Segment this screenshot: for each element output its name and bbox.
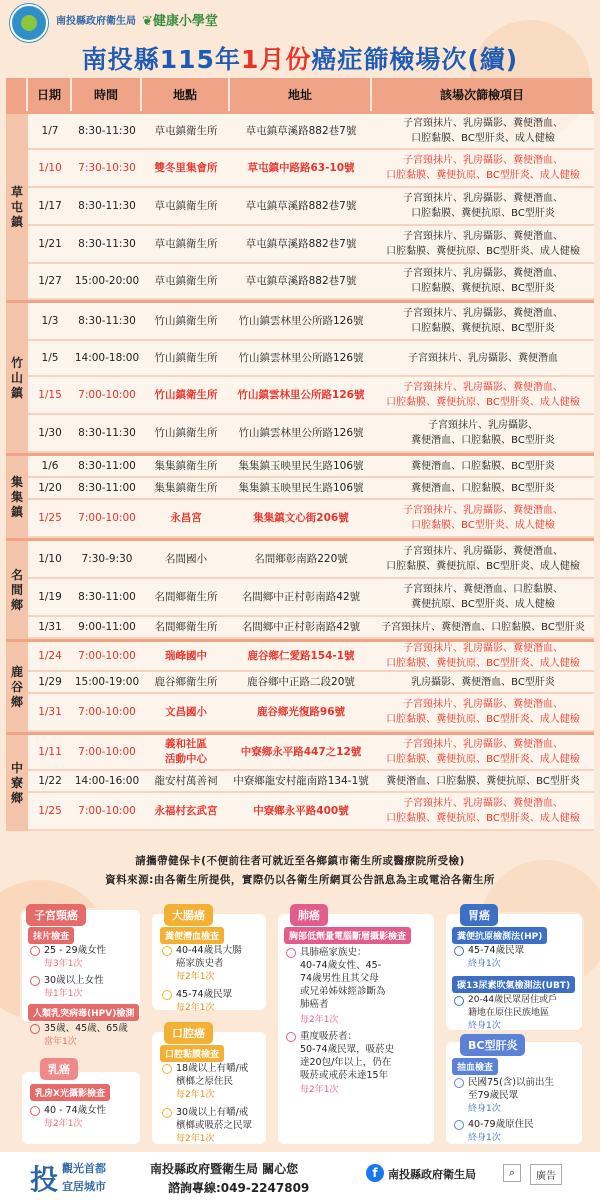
cell-address: 竹山鎮雲林里公所路126號 xyxy=(238,351,364,364)
header-cell-town xyxy=(6,78,28,111)
stomach-item-2-freq: 終身1次 xyxy=(468,1021,501,1031)
town-group xyxy=(6,453,594,538)
check-icon xyxy=(286,1032,296,1042)
tag-lung: 肺癌 xyxy=(290,904,328,926)
cell-address: 草屯鎮草溪路882巷7號 xyxy=(245,124,357,137)
cervical-item-1-freq: 每3年1次 xyxy=(44,959,83,969)
search-icon[interactable]: ⌕ xyxy=(503,1164,521,1182)
cell-items: 乳房攝影、糞便潛血、BC型肝炎 xyxy=(411,676,555,688)
cell-place: 文昌國小 xyxy=(165,705,207,718)
cell-time: 7:00-10:00 xyxy=(78,388,136,401)
town-group xyxy=(6,111,594,300)
cell-place: 集集鎮衛生所 xyxy=(154,459,218,472)
table-row xyxy=(28,541,594,579)
table-row xyxy=(28,226,594,264)
table-row xyxy=(28,303,594,341)
cell-time: 15:00-19:00 xyxy=(74,675,140,688)
town-name: 名 間 鄉 xyxy=(6,541,28,639)
tag-breast: 乳癌 xyxy=(40,1058,78,1080)
table-row xyxy=(28,771,594,793)
stomach-item-2: 20-44歲民眾居住或戶 籍地在原住民族地區 xyxy=(468,995,558,1018)
cell-time: 7:00-10:00 xyxy=(78,511,136,524)
check-icon xyxy=(30,976,40,986)
org-name: 南投縣政府衛生局 xyxy=(56,16,136,27)
oral-item-1-freq: 每2年1次 xyxy=(176,1090,215,1100)
check-icon xyxy=(454,1120,464,1130)
check-icon xyxy=(30,1106,40,1116)
sub-cervical-pap: 抹片檢查 xyxy=(28,927,74,944)
cell-items: 子宮頸抹片、乳房攝影、糞便潛血、 口腔黏膜、糞便抗原、BC型肝炎、成人健檢 xyxy=(386,231,580,257)
ad-label: 廣告 xyxy=(530,1164,562,1185)
sub-colon-fobt: 糞便潛血檢查 xyxy=(160,927,224,944)
town-name: 中 寮 鄉 xyxy=(6,735,28,831)
check-icon xyxy=(454,996,464,1006)
tag-cervical: 子宮頸癌 xyxy=(26,904,86,926)
cell-time: 7:00-10:00 xyxy=(78,649,136,662)
cell-address: 鹿谷鄉仁愛路154-1號 xyxy=(247,649,355,662)
cell-items: 子宮頸抹片、乳房攝影、糞便潛血、 口腔黏膜、糞便抗原、BC型肝炎 xyxy=(403,193,563,219)
table-row xyxy=(28,150,594,188)
cell-items: 子宮頸抹片、乳房攝影、糞便潛血、 口腔黏膜、糞便抗原、BC型肝炎、成人健檢 xyxy=(386,699,580,725)
town-group xyxy=(6,639,594,732)
brand-line-1: 觀光首都 xyxy=(62,1162,106,1175)
lung-item-2: 重度吸菸者： 50-74歲民眾，吸菸史 達20包/年以上，仍在 吸菸或戒菸未達15年 xyxy=(300,1031,395,1081)
sub-breast-mammo: 乳房X光攝影檢查 xyxy=(30,1084,110,1101)
cell-place: 永福村玄武宮 xyxy=(154,804,218,817)
town-name: 鹿 谷 鄉 xyxy=(6,642,28,732)
check-icon xyxy=(162,1108,172,1118)
cell-address: 名間鄉中正村彰南路42號 xyxy=(241,590,361,603)
check-icon xyxy=(162,1064,172,1074)
tag-liver: BC型肝炎 xyxy=(460,1034,525,1056)
table-row xyxy=(28,415,594,453)
cell-items: 子宮頸抹片、乳房攝影、糞便潛血、 口腔黏膜、糞便抗原、BC型肝炎、成人健檢 xyxy=(386,155,580,181)
table-row xyxy=(28,341,594,377)
cell-date: 1/24 xyxy=(38,649,62,662)
cell-date: 1/31 xyxy=(38,620,62,633)
sub-oral-exam: 口腔黏膜檢查 xyxy=(160,1045,224,1062)
header-cell-time: 時間 xyxy=(72,78,142,111)
cell-address: 中寮鄉永平路400號 xyxy=(253,804,349,817)
cell-place: 竹山鎮衛生所 xyxy=(154,314,218,327)
header-cell-place: 地點 xyxy=(142,78,230,111)
facebook-icon[interactable]: f xyxy=(366,1164,384,1182)
cervical-item-2-freq: 每1年1次 xyxy=(44,989,83,999)
table-row xyxy=(28,478,594,500)
cell-items: 糞便潛血、口腔黏膜、BC型肝炎 xyxy=(411,482,555,494)
cell-date: 1/19 xyxy=(38,590,62,603)
nantou-logo-icon: 投 xyxy=(30,1163,59,1196)
cell-time: 14:00-18:00 xyxy=(74,351,140,364)
tag-colon: 大腸癌 xyxy=(164,904,213,926)
cell-time: 7:00-10:00 xyxy=(78,745,136,758)
footer-hotline: 諮詢專線:049-2247809 xyxy=(168,1181,310,1195)
cell-date: 1/20 xyxy=(38,481,62,494)
notes xyxy=(0,852,600,890)
cell-place: 草屯鎮衛生所 xyxy=(154,199,218,212)
cell-place: 永昌宮 xyxy=(170,511,202,524)
colon-item-2-freq: 每2年1次 xyxy=(176,1003,215,1013)
footer-org: 南投縣政府暨衛生局 關心您 xyxy=(150,1162,299,1176)
cell-address: 集集鎮文心街206號 xyxy=(253,511,349,524)
cell-time: 15:00-20:00 xyxy=(74,274,140,287)
sub-cervical-hpv: 人類乳突病毒(HPV)檢測 xyxy=(28,1004,139,1021)
page-title: 南投縣115年1月份癌症篩檢場次(續) xyxy=(81,45,519,74)
cell-address: 草屯鎮中路路63-10號 xyxy=(247,161,355,174)
health-bureau-logo xyxy=(10,4,48,42)
cell-place: 草屯鎮衛生所 xyxy=(154,237,218,250)
cell-time: 8:30-11:30 xyxy=(78,237,136,250)
table-row xyxy=(28,188,594,226)
cell-date: 1/10 xyxy=(38,161,62,174)
sub-stomach-hp: 糞便抗原檢測法(HP) xyxy=(452,927,547,944)
town-group xyxy=(6,732,594,831)
table-row xyxy=(28,672,594,694)
cell-place: 竹山鎮衛生所 xyxy=(154,388,218,401)
cell-items: 糞便潛血、口腔黏膜、BC型肝炎 xyxy=(411,460,555,472)
colon-item-2: 45-74歲民眾 xyxy=(176,989,233,1000)
town-group xyxy=(6,300,594,453)
header-cell-date: 日期 xyxy=(28,78,72,111)
town-group xyxy=(6,538,594,639)
table-row xyxy=(28,114,594,150)
header xyxy=(0,0,600,74)
oral-item-2-freq: 每2年1次 xyxy=(176,1134,215,1144)
check-icon xyxy=(162,946,172,956)
note-bring-card: 請攜帶健保卡(不便前往者可就近至各鄉鎮市衛生所或醫療院所受檢) xyxy=(135,855,465,867)
cell-items: 子宮頸抹片、乳房攝影、糞便潛血、 口腔黏膜、糞便抗原、BC型肝炎 xyxy=(403,268,563,294)
cervical-item-3: 35歲、45歲、65歲 xyxy=(44,1023,128,1034)
table-row xyxy=(28,617,594,639)
screening-schedule-table xyxy=(6,78,594,831)
cell-address: 鹿谷鄉光復路96號 xyxy=(256,705,346,718)
cell-items: 子宮頸抹片、乳房攝影、糞便潛血 xyxy=(408,352,558,364)
cell-time: 8:30-11:30 xyxy=(78,426,136,439)
cell-items: 糞便潛血、口腔黏膜、糞便抗原、BC型肝炎 xyxy=(386,775,580,787)
table-row xyxy=(28,694,594,732)
table-row xyxy=(28,793,594,831)
cell-date: 1/21 xyxy=(38,237,62,250)
cell-items: 子宮頸抹片、乳房攝影、糞便潛血、 口腔黏膜、糞便抗原、BC型肝炎 xyxy=(403,308,563,334)
check-icon xyxy=(30,1024,40,1034)
header-cell-items: 該場次篩檢項目 xyxy=(372,78,594,111)
cervical-item-3-freq: 當年1次 xyxy=(44,1037,77,1047)
cell-time: 8:30-11:00 xyxy=(78,590,136,603)
cell-time: 7:30-10:30 xyxy=(78,161,136,174)
header-cell-address: 地址 xyxy=(230,78,372,111)
cell-time: 8:30-11:30 xyxy=(78,314,136,327)
breast-item-1-freq: 每2年1次 xyxy=(44,1119,83,1129)
cell-place: 名間鄉衛生所 xyxy=(154,590,218,603)
liver-item-2: 40-79歲原住民 xyxy=(468,1119,534,1130)
cell-date: 1/6 xyxy=(41,459,59,472)
cell-place: 義和社區 活動中心 xyxy=(165,738,207,765)
cell-date: 1/30 xyxy=(38,426,62,439)
cell-place: 竹山鎮衛生所 xyxy=(154,351,218,364)
health-school-label: ❦健康小學堂 xyxy=(142,14,218,29)
check-icon xyxy=(30,946,40,956)
cell-date: 1/17 xyxy=(38,199,62,212)
cell-address: 竹山鎮雲林里公所路126號 xyxy=(237,388,365,401)
sub-liver-blood: 抽血檢查 xyxy=(452,1058,498,1075)
cell-place: 名間國小 xyxy=(165,552,207,565)
cell-time: 14:00-16:00 xyxy=(74,774,140,787)
cell-items: 子宮頸抹片、乳房攝影、糞便潛血、 口腔黏膜、糞便抗原、BC型肝炎、成人健檢 xyxy=(386,382,580,408)
cell-date: 1/25 xyxy=(38,511,62,524)
table-row xyxy=(28,579,594,617)
cell-date: 1/15 xyxy=(38,388,62,401)
cell-place: 雙冬里集會所 xyxy=(154,161,218,174)
liver-item-1-freq: 終身1次 xyxy=(468,1104,501,1114)
cell-address: 草屯鎮草溪路882巷7號 xyxy=(245,237,357,250)
cell-address: 鹿谷鄉中正路二段20號 xyxy=(247,675,355,688)
cell-place: 名間鄉衛生所 xyxy=(154,620,218,633)
cell-items: 子宮頸抹片、乳房攝影、糞便潛血、 口腔黏膜、BC型肝炎、成人健檢 xyxy=(403,505,563,531)
table-row xyxy=(28,735,594,771)
sub-lung-ldct: 胸部低劑量電腦斷層攝影檢查 xyxy=(284,927,411,944)
cell-items: 子宮頸抹片、乳房攝影、糞便潛血、 口腔黏膜、糞便抗原、BC型肝炎、成人健檢 xyxy=(386,643,580,669)
oral-item-2: 30歲以上有嚼/戒 檳榔或吸菸之民眾 xyxy=(176,1107,253,1131)
stomach-item-1: 45-74歲民眾 xyxy=(468,945,525,956)
table-row xyxy=(28,456,594,478)
cell-time: 8:30-11:00 xyxy=(78,481,136,494)
table-row xyxy=(28,642,594,672)
cell-items: 子宮頸抹片、糞便潛血、口腔黏膜、 糞便抗原、BC型肝炎、成人健檢 xyxy=(403,584,563,610)
table-row xyxy=(28,377,594,415)
cell-time: 7:00-10:00 xyxy=(78,804,136,817)
cell-date: 1/31 xyxy=(38,705,62,718)
cell-address: 名間鄉中正村彰南路42號 xyxy=(241,620,361,633)
cervical-item-2: 30歲以上女性 xyxy=(44,975,104,986)
cell-place: 龍安村萬善祠 xyxy=(154,774,218,787)
cell-time: 8:30-11:30 xyxy=(78,124,136,137)
check-icon xyxy=(162,990,172,1000)
cell-date: 1/7 xyxy=(41,124,59,137)
cell-address: 竹山鎮雲林里公所路126號 xyxy=(238,426,364,439)
cell-time: 8:30-11:30 xyxy=(78,199,136,212)
cell-items: 子宮頸抹片、糞便潛血、口腔黏膜、BC型肝炎 xyxy=(381,621,585,633)
facebook-page-name[interactable]: 南投縣政府衛生局 xyxy=(388,1168,476,1181)
cell-date: 1/27 xyxy=(38,274,62,287)
cell-place: 集集鎮衛生所 xyxy=(154,481,218,494)
cell-place: 竹山鎮衛生所 xyxy=(154,426,218,439)
cell-place: 草屯鎮衛生所 xyxy=(154,124,218,137)
cell-date: 1/25 xyxy=(38,804,62,817)
cell-items: 子宮頸抹片、乳房攝影、糞便潛血、 口腔黏膜、BC型肝炎、成人健檢 xyxy=(403,118,563,144)
cell-date: 1/10 xyxy=(38,552,62,565)
note-source: 資料來源:由各衛生所提供，實際仍以各衛生所網頁公告訊息為主或電洽各衛生所 xyxy=(105,874,495,886)
table-header xyxy=(6,78,594,111)
liver-item-1: 民國75(含)以前出生 至79歲民眾 xyxy=(468,1077,555,1101)
cell-items: 子宮頸抹片、乳房攝影、糞便潛血、 口腔黏膜、糞便抗原、BC型肝炎、成人健檢 xyxy=(386,739,580,765)
cell-date: 1/11 xyxy=(38,745,62,758)
cell-place: 瑞峰國中 xyxy=(165,649,207,662)
cell-time: 7:30-9:30 xyxy=(81,552,133,565)
colon-item-1: 40-44歲具大腸 癌家族史者 xyxy=(176,945,242,969)
check-icon xyxy=(454,1078,464,1088)
brand-line-2: 宜居城市 xyxy=(62,1180,106,1193)
footer xyxy=(0,1152,600,1200)
liver-item-2-freq: 終身1次 xyxy=(468,1133,501,1143)
cell-place: 草屯鎮衛生所 xyxy=(154,274,218,287)
cell-address: 竹山鎮雲林里公所路126號 xyxy=(238,314,364,327)
cell-time: 7:00-10:00 xyxy=(78,705,136,718)
cell-time: 9:00-11:00 xyxy=(78,620,136,633)
leaf-icon: ❦ xyxy=(142,14,153,29)
cell-date: 1/5 xyxy=(41,351,59,364)
town-name: 竹 山 鎮 xyxy=(6,303,28,453)
cell-place: 鹿谷鄉衛生所 xyxy=(154,675,218,688)
cell-time: 8:30-11:00 xyxy=(78,459,136,472)
lung-item-2-freq: 每2年1次 xyxy=(300,1085,339,1095)
stomach-item-1-freq: 終身1次 xyxy=(468,959,501,969)
cell-items: 子宮頸抹片、乳房攝影、糞便潛血、 口腔黏膜、糞便抗原、BC型肝炎、成人健檢 xyxy=(386,798,580,824)
cell-address: 中寮鄉龍安村龍南路134-1號 xyxy=(233,774,369,787)
table-row xyxy=(28,264,594,300)
cell-date: 1/22 xyxy=(38,774,62,787)
sub-stomach-ubt: 碳13尿素吹氣檢測法(UBT) xyxy=(452,976,575,993)
town-name: 草 屯 鎮 xyxy=(6,114,28,300)
cell-address: 草屯鎮草溪路882巷7號 xyxy=(245,274,357,287)
colon-item-1-freq: 每2年1次 xyxy=(176,972,215,982)
breast-item-1: 40 - 74歲女性 xyxy=(44,1105,107,1116)
cervical-item-1: 25 - 29歲女性 xyxy=(44,945,107,956)
cell-date: 1/3 xyxy=(41,314,59,327)
cell-items: 子宮頸抹片、乳房攝影、 糞便潛血、口腔黏膜、BC型肝炎 xyxy=(411,420,555,446)
lung-item-1-freq: 每2年1次 xyxy=(300,1015,339,1025)
check-icon xyxy=(286,948,296,958)
oral-item-1: 18歲以上有嚼/戒 檳榔之原住民 xyxy=(176,1063,249,1087)
tag-stomach: 胃癌 xyxy=(460,904,498,926)
cell-address: 集集鎮玉映里民生路106號 xyxy=(238,481,364,494)
town-name: 集 集 鎮 xyxy=(6,456,28,538)
cell-items: 子宮頸抹片、乳房攝影、糞便潛血、 口腔黏膜、糞便抗原、BC型肝炎、成人健檢 xyxy=(386,546,580,572)
tag-oral: 口腔癌 xyxy=(164,1022,213,1044)
table-row xyxy=(28,500,594,538)
cell-address: 名間鄉彰南路220號 xyxy=(254,552,348,565)
check-icon xyxy=(454,946,464,956)
cell-date: 1/29 xyxy=(38,675,62,688)
lung-item-1: 具肺癌家族史： 40-74歲女性、45- 74歲男性且其父母 或兄弟姊妹經診斷為 肺癌者 xyxy=(300,947,386,1010)
cell-address: 草屯鎮草溪路882巷7號 xyxy=(245,199,357,212)
cell-address: 集集鎮玉映里民生路106號 xyxy=(238,459,364,472)
cell-address: 中寮鄉永平路447之12號 xyxy=(240,745,362,758)
